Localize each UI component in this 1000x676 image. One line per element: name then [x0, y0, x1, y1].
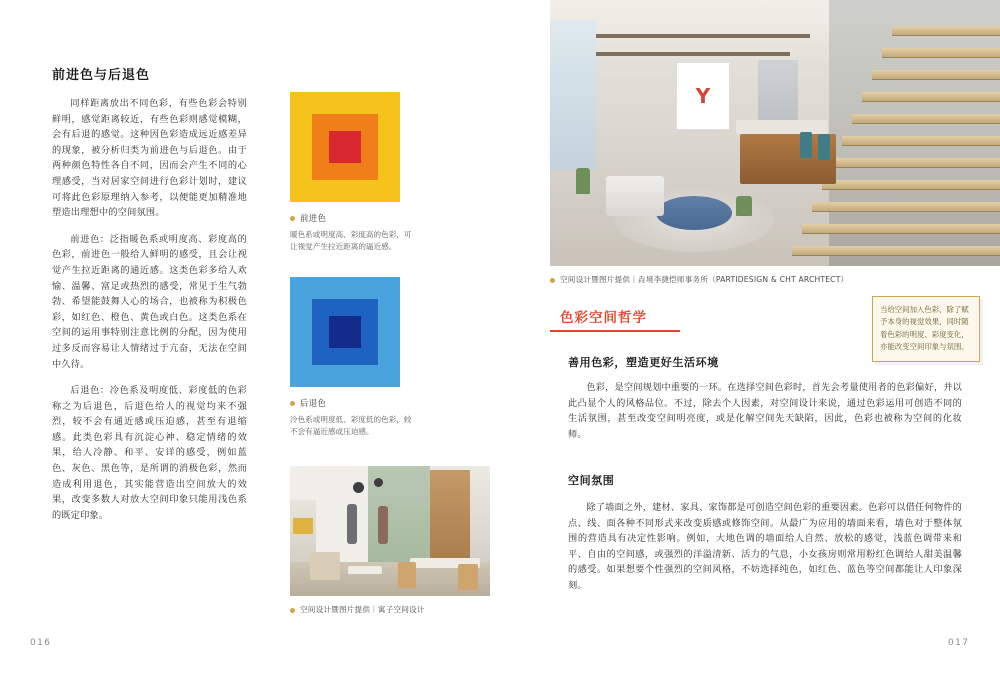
bullet-dot-icon [290, 401, 295, 406]
right-page [520, 0, 1000, 676]
kitchen-counter [736, 120, 828, 134]
swatch-middle-ring [312, 114, 378, 180]
top-photo-caption [550, 274, 848, 285]
person-standing [378, 506, 388, 544]
swatch-title-text: 后退色 [300, 398, 327, 408]
stair-step [852, 114, 1000, 124]
swatch-caption-title [290, 212, 418, 224]
pendant-lamp [353, 482, 364, 493]
left-body-text [52, 96, 247, 534]
bullet-dot-icon [290, 216, 295, 221]
stair-step [832, 158, 1000, 168]
yellow-accent [293, 518, 313, 534]
armchair [310, 552, 340, 580]
side-table [348, 566, 382, 574]
swatch-outer-ring [290, 277, 400, 387]
swatch-caption-body: 冷色系或明度低、彩度低的色彩，较不会有逼近感或压迫感。 [290, 415, 412, 436]
stair-step [892, 26, 1000, 36]
subheading-1: 善用色彩，塑造更好生活环境 [568, 356, 719, 369]
potted-plant [736, 196, 752, 216]
kitchen-photo [550, 0, 1000, 266]
stair-step [812, 202, 1000, 212]
section-tag: 色彩空间哲学 [560, 310, 647, 326]
swatch-title-text: 前进色 [300, 213, 327, 223]
stair-step [872, 70, 1000, 80]
folio-right: 017 [948, 638, 970, 648]
page-title: 前进色与后退色 [52, 68, 151, 83]
wall-artwork [676, 62, 730, 130]
sofa [606, 176, 664, 216]
living-room-photo [290, 466, 490, 596]
bar-stool [800, 132, 812, 158]
bar-stool [818, 134, 830, 160]
right-body-text-1 [568, 380, 962, 453]
bullet-dot-icon [550, 278, 555, 283]
wood-door [430, 470, 470, 564]
paragraph: 后退色：冷色系及明度低、彩度低的色彩称之为后退色，后退色给人的视觉均来不强烈，较不会有通近感或压迫感，甚至有退缩感。此类色彩具有沉淀心神、稳定情绪的效果，给人冷静、和平、安详的感受，例如蓝色、灰色、黑色等，是所谓的消极色彩，然而造成利用退色，其实能营造出空间放大的效果，改变多数人对放大空间印象只能用浅色系的既定印象。 [52, 385, 247, 521]
swatch-receding [290, 277, 418, 438]
swatch-advancing [290, 92, 418, 253]
bullet-dot-icon [290, 608, 295, 613]
window [550, 20, 596, 170]
person-standing [347, 504, 357, 544]
paragraph: 前进色：泛指暖色系或明度高、彩度高的色彩，前进色一般给人鲜明的感受，且会让视觉产生拉近距离的通近感。这类色彩多给人欢愉、温馨、富足或热烈的感受，常见于生气勃勃、希望能鼓舞人心的场合，也被称为积极色彩，如红色、橙色、黄色或白色。这类色系在空间的运用事特别注意比例的分配，因为使用过多反而容易让人情绪过于亢奋，无法在空间中久待。 [52, 233, 247, 370]
paragraph: 同样距离放出不同色彩，有些色彩会特别鲜明，感觉距离较近，有些色彩则感觉模糊，会有后退的感觉。这种因色彩造成远近感差异的现象，被分析归类为前进色与后退色。由于两种颜色特性各自不同，因而会产生不同的心理感受，当对居家空间进行色彩计划时，建议可将此色彩原理纳入参考，以便能更加精准地塑造出理想中的空间氛围。 [52, 98, 247, 219]
artwork-glyph: Y [695, 84, 711, 108]
subheading-2: 空间氛围 [568, 474, 615, 487]
section-underline [550, 330, 680, 332]
swatch-outer-ring [290, 92, 400, 202]
chair [398, 562, 416, 588]
photo-caption-text: 空间设计暨图片提供｜寓子空间设计 [300, 605, 425, 614]
stair-step [862, 92, 1000, 102]
swatch-caption-body: 暖色系或明度高、彩度高的色彩，可让视觉产生拉近距离的逼近感。 [290, 230, 412, 251]
right-body-text-2 [568, 500, 962, 605]
swatch-inner-square [329, 131, 361, 163]
photo-caption [290, 604, 425, 615]
paragraph: 除了墙面之外，建材、家具、家饰都是可创造空间色彩的重要因素。色彩可以借任何物件的点、线、面各种不同形式来改变质感或修饰空间。从最广为应用的墙面来看，墙色对于整体氛围的营造具有决定性影响。例如，大地色调的墙面给人自然、放松的感觉，浅蓝色调带来和平、自由的空间感，或强烈的洋溢清新、活力的气息，小女孩房则常用粉红色调给人甜美温馨的感受。如果想要个性强烈的空间风格，不妨选择纯色，如红色、蓝色等空间都能让人印象深刻。 [568, 502, 962, 591]
note-box: 当给空间加入色彩，除了赋予本身的视觉效果，同时随着色彩的明度、彩度变化，亦能改变空间印象与氛围。 [872, 296, 980, 362]
ceiling-beam [590, 52, 790, 56]
swatch-caption-title [290, 397, 418, 409]
top-photo-caption-text: 空间设计暨图片提供｜垚境李捷恺师事务所（PARTIDESIGN & CHT ARCHTECT） [560, 275, 849, 284]
pendant-lamp [374, 478, 383, 487]
ceiling-beam [590, 34, 810, 38]
stair-step [822, 180, 1000, 190]
stair-step [842, 136, 1000, 146]
folio-left: 016 [30, 638, 52, 648]
potted-plant [576, 168, 590, 194]
chair [458, 564, 478, 590]
swatch-middle-ring [312, 299, 378, 365]
paragraph: 色彩，是空间规划中重要的一环。在选择空间色彩时，首先会考量使用者的色彩偏好，并以此凸显个人的风格品位。不过，除去个人因素，对空间设计来说，通过色彩运用可创造不同的生活氛围，甚至改变空间明亮度，或是化解空间先天缺陷，因此，色彩也被称为空间的化妆师。 [568, 382, 962, 440]
stair-step [792, 246, 1000, 256]
stair-step [802, 224, 1000, 234]
stair-step [882, 48, 1000, 58]
coffee-table [656, 196, 732, 230]
swatch-inner-square [329, 316, 361, 348]
